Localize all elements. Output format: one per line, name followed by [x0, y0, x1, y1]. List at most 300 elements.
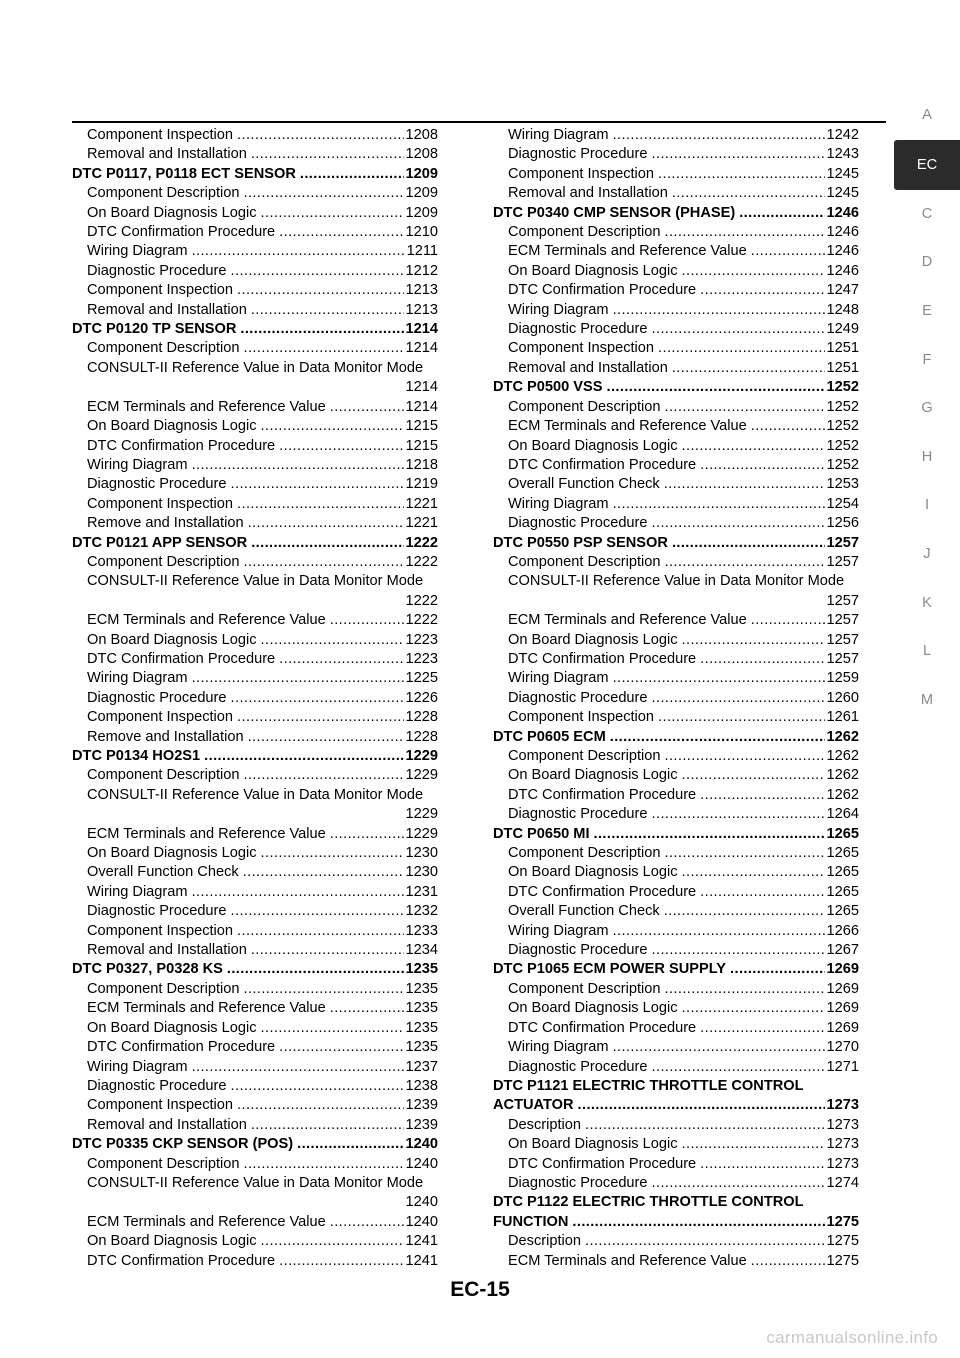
leader-dots — [682, 766, 825, 785]
toc-entry-title: CONSULT-II Reference Value in Data Monitor Mode — [508, 573, 845, 590]
toc-section-heading[interactable] — [72, 534, 438, 553]
toc-entry[interactable] — [72, 1232, 438, 1251]
leader-dots — [672, 184, 825, 203]
toc-right-column — [493, 126, 859, 1271]
section-tab-h[interactable]: H — [921, 448, 933, 465]
toc-entry-page: 1275 — [826, 1213, 859, 1230]
toc-entry[interactable] — [493, 980, 859, 999]
leader-dots — [330, 825, 404, 844]
toc-entry[interactable] — [72, 941, 438, 960]
toc-entry-page: 1210 — [405, 224, 438, 241]
toc-entry-page: 1248 — [826, 301, 859, 318]
toc-entry-title: On Board Diagnosis Logic — [508, 262, 678, 279]
toc-entry-page: 1265 — [826, 903, 859, 920]
section-index-tabs — [894, 91, 960, 724]
toc-entry-title: Remove and Installation — [87, 515, 244, 532]
leader-dots — [613, 922, 825, 941]
leader-dots — [751, 242, 825, 261]
toc-entry-page: 1228 — [405, 728, 438, 745]
toc-entry-page: 1262 — [826, 786, 859, 803]
toc-entry-page: 1242 — [826, 127, 859, 143]
toc-entry-page: 1256 — [826, 515, 859, 532]
toc-entry-title: Remove and Installation — [87, 728, 244, 745]
toc-entry-title: CONSULT-II Reference Value in Data Monitor Mode — [87, 1174, 424, 1191]
toc-entry[interactable] — [493, 1232, 859, 1251]
toc-entry[interactable] — [493, 359, 859, 378]
toc-entry[interactable] — [493, 611, 859, 630]
toc-entry-page: 1230 — [405, 845, 438, 862]
toc-entry-title: On Board Diagnosis Logic — [508, 631, 678, 648]
toc-entry[interactable] — [493, 922, 859, 941]
leader-dots — [330, 1213, 404, 1232]
toc-entry[interactable] — [493, 475, 859, 494]
toc-entry-page: 1254 — [826, 495, 859, 512]
toc-entry-title: DTC Confirmation Procedure — [508, 650, 697, 667]
toc-entry-title: Diagnostic Procedure — [87, 903, 227, 920]
toc-entry-page: 1240 — [405, 1194, 438, 1211]
toc-entry[interactable] — [72, 184, 438, 203]
toc-entry-page: 1218 — [405, 456, 438, 473]
toc-entry[interactable] — [493, 1058, 859, 1077]
toc-entry[interactable] — [72, 456, 438, 475]
section-tab-k[interactable]: K — [922, 594, 932, 611]
toc-entry[interactable] — [493, 1038, 859, 1057]
toc-entry-title: Component Description — [508, 553, 661, 570]
toc-entry-page: 1229 — [405, 825, 438, 842]
leader-dots — [248, 728, 404, 747]
leader-dots — [300, 165, 404, 184]
section-tab-g[interactable]: G — [921, 400, 933, 417]
toc-entry[interactable] — [493, 1116, 859, 1135]
toc-entry-title: ECM Terminals and Reference Value — [87, 612, 326, 629]
leader-dots — [227, 960, 404, 979]
leader-dots — [672, 359, 825, 378]
toc-entry[interactable] — [493, 941, 859, 960]
toc-entry-page: 1269 — [826, 1000, 859, 1017]
toc-entry[interactable] — [493, 631, 859, 650]
leader-dots — [192, 669, 404, 688]
leader-dots — [251, 534, 403, 553]
toc-entry[interactable] — [493, 437, 859, 456]
toc-entry[interactable] — [72, 301, 438, 320]
toc-entry[interactable] — [72, 1116, 438, 1135]
toc-entry[interactable] — [493, 883, 859, 902]
leader-dots — [613, 1038, 825, 1057]
toc-entry-page: 1211 — [406, 243, 438, 260]
toc-entry-title: Component Description — [508, 224, 661, 241]
toc-entry[interactable] — [493, 339, 859, 358]
toc-entry[interactable] — [72, 689, 438, 708]
section-tab-m[interactable]: M — [920, 691, 934, 708]
toc-entry-title: CONSULT-II Reference Value in Data Monitor Mode — [87, 786, 424, 803]
toc-entry[interactable] — [493, 495, 859, 514]
section-tab-j[interactable]: J — [923, 546, 931, 563]
toc-entry[interactable] — [493, 863, 859, 882]
toc-entry-title: DTC Confirmation Procedure — [508, 786, 697, 803]
toc-entry-page: 1230 — [405, 864, 438, 881]
leader-dots — [251, 145, 404, 164]
toc-entry-title: ECM Terminals and Reference Value — [508, 243, 747, 260]
toc-entry-page: 1275 — [826, 1252, 859, 1269]
toc-entry[interactable] — [493, 281, 859, 300]
toc-entry[interactable] — [72, 359, 438, 398]
toc-entry-title: Component Inspection — [87, 922, 234, 939]
toc-section-heading[interactable] — [493, 1213, 859, 1232]
toc-entry[interactable] — [493, 242, 859, 261]
toc-entry-page: 1246 — [826, 262, 859, 279]
section-tab-a[interactable]: A — [922, 107, 932, 124]
section-tab-l[interactable]: L — [922, 643, 932, 660]
toc-entry[interactable] — [493, 126, 859, 145]
toc-entry-title: On Board Diagnosis Logic — [508, 864, 678, 881]
toc-entry[interactable] — [493, 417, 859, 436]
toc-entry[interactable] — [493, 708, 859, 727]
leader-dots — [279, 223, 403, 242]
toc-entry[interactable] — [72, 475, 438, 494]
toc-entry-title: On Board Diagnosis Logic — [508, 1136, 678, 1153]
toc-entry-page: 1273 — [826, 1097, 859, 1114]
toc-entry-page: 1232 — [405, 903, 438, 920]
toc-entry[interactable] — [72, 495, 438, 514]
toc-entry[interactable] — [72, 766, 438, 785]
leader-dots — [652, 1174, 825, 1193]
toc-entry[interactable] — [493, 1019, 859, 1038]
toc-entry-title: DTC P0550 PSP SENSOR — [493, 534, 668, 551]
toc-entry-title: Overall Function Check — [87, 864, 239, 881]
toc-section-heading[interactable] — [493, 825, 859, 844]
toc-entry[interactable] — [72, 417, 438, 436]
toc-entry-title: Diagnostic Procedure — [508, 806, 648, 823]
toc-entry-page: 1235 — [405, 961, 438, 978]
toc-entry[interactable] — [493, 145, 859, 164]
toc-section-heading[interactable] — [493, 378, 859, 397]
toc-entry-page: 1257 — [826, 612, 859, 629]
toc-entry-title: On Board Diagnosis Logic — [87, 631, 257, 648]
leader-dots — [330, 398, 404, 417]
toc-entry[interactable] — [72, 1077, 438, 1096]
toc-entry-page: 1273 — [826, 1116, 859, 1133]
toc-entry[interactable] — [493, 1252, 859, 1271]
toc-entry[interactable] — [72, 980, 438, 999]
toc-entry[interactable] — [72, 883, 438, 902]
leader-dots — [261, 417, 404, 436]
toc-entry[interactable] — [72, 1213, 438, 1232]
toc-entry[interactable] — [72, 902, 438, 921]
leader-dots — [237, 495, 404, 514]
leader-dots — [700, 650, 824, 669]
toc-entry-page: 1229 — [405, 767, 438, 784]
toc-entry[interactable] — [72, 1252, 438, 1271]
toc-section-heading[interactable] — [72, 165, 438, 184]
leader-dots — [572, 1213, 824, 1232]
toc-entry[interactable] — [493, 844, 859, 863]
toc-entry-page: 1235 — [405, 980, 438, 997]
toc-entry[interactable] — [72, 1174, 438, 1213]
toc-entry-page: 1225 — [405, 670, 438, 687]
leader-dots — [700, 281, 824, 300]
toc-section-heading[interactable] — [72, 1135, 438, 1154]
leader-dots — [658, 339, 825, 358]
toc-entry[interactable] — [493, 766, 859, 785]
toc-entry[interactable] — [72, 204, 438, 223]
toc-entry-page: 1252 — [826, 379, 859, 396]
toc-entry-page: 1231 — [405, 883, 438, 900]
toc-section-heading[interactable] — [493, 960, 859, 979]
toc-entry[interactable] — [72, 669, 438, 688]
toc-entry-page: 1226 — [405, 689, 438, 706]
toc-entry-title: Diagnostic Procedure — [508, 321, 648, 338]
toc-entry[interactable] — [72, 514, 438, 533]
toc-entry-page: 1245 — [826, 185, 859, 202]
leader-dots — [607, 378, 825, 397]
toc-entry-title: Component Description — [508, 980, 661, 997]
toc-entry-title: ECM Terminals and Reference Value — [508, 418, 747, 435]
toc-entry[interactable] — [493, 165, 859, 184]
toc-entry[interactable] — [72, 1038, 438, 1057]
toc-entry-title: DTC P0335 CKP SENSOR (POS) — [72, 1136, 294, 1153]
toc-entry[interactable] — [493, 262, 859, 281]
toc-entry-page: 1243 — [826, 146, 859, 163]
toc-entry-page: 1229 — [405, 806, 438, 823]
toc-entry[interactable] — [493, 1174, 859, 1193]
toc-entry-page: 1223 — [405, 650, 438, 667]
toc-entry[interactable] — [493, 301, 859, 320]
leader-dots — [297, 1135, 403, 1154]
toc-entry-page: 1246 — [826, 224, 859, 241]
toc-entry-title: Diagnostic Procedure — [508, 146, 648, 163]
leader-dots — [664, 902, 825, 921]
section-tab-d[interactable]: D — [921, 254, 933, 271]
toc-entry[interactable] — [493, 184, 859, 203]
section-tab-ec[interactable]: EC — [894, 140, 960, 190]
toc-entry[interactable] — [72, 553, 438, 572]
toc-entry[interactable] — [493, 689, 859, 708]
toc-section-heading-line: DTC P1122 ELECTRIC THROTTLE CONTROL — [493, 1194, 804, 1211]
toc-entry-page: 1269 — [826, 1019, 859, 1036]
toc-entry-page: 1223 — [405, 631, 438, 648]
section-tab-e[interactable]: E — [922, 303, 932, 320]
toc-entry[interactable] — [72, 999, 438, 1018]
toc-entry-page: 1262 — [826, 728, 859, 745]
toc-entry-title: Wiring Diagram — [508, 670, 609, 687]
toc-entry[interactable] — [72, 611, 438, 630]
leader-dots — [231, 262, 404, 281]
leader-dots — [658, 708, 825, 727]
toc-entry[interactable] — [72, 126, 438, 145]
leader-dots — [279, 1038, 403, 1057]
toc-entry-title: Removal and Installation — [87, 146, 247, 163]
toc-entry-title: Diagnostic Procedure — [87, 1077, 227, 1094]
toc-entry-title: Component Description — [87, 553, 240, 570]
leader-dots — [261, 1232, 404, 1251]
leader-dots — [664, 475, 825, 494]
toc-entry[interactable] — [72, 844, 438, 863]
toc-left-column — [72, 126, 438, 1271]
section-tab-f[interactable]: F — [922, 351, 932, 368]
leader-dots — [231, 902, 404, 921]
section-tab-i[interactable]: I — [924, 497, 930, 514]
toc-entry-page: 1247 — [826, 282, 859, 299]
toc-entry-page: 1246 — [826, 204, 859, 221]
leader-dots — [231, 475, 404, 494]
toc-entry-page: 1209 — [405, 204, 438, 221]
toc-entry-page: 1252 — [826, 437, 859, 454]
toc-entry-title: Component Description — [508, 845, 661, 862]
toc-entry-page: 1265 — [826, 864, 859, 881]
toc-section-heading[interactable] — [72, 747, 438, 766]
toc-entry-title: Diagnostic Procedure — [508, 1174, 648, 1191]
leader-dots — [682, 631, 825, 650]
toc-entry[interactable] — [72, 650, 438, 669]
toc-entry-page: 1239 — [405, 1116, 438, 1133]
toc-entry-page: 1214 — [405, 340, 438, 357]
toc-entry[interactable] — [72, 437, 438, 456]
toc-entry[interactable] — [493, 572, 859, 611]
toc-entry-page: 1221 — [405, 495, 438, 512]
leader-dots — [237, 708, 404, 727]
leader-dots — [261, 631, 404, 650]
toc-entry[interactable] — [493, 669, 859, 688]
toc-entry[interactable] — [72, 786, 438, 825]
leader-dots — [192, 242, 405, 261]
toc-entry[interactable] — [493, 902, 859, 921]
toc-entry[interactable] — [72, 1155, 438, 1174]
toc-entry-title: Removal and Installation — [508, 185, 668, 202]
toc-entry[interactable] — [493, 1155, 859, 1174]
toc-entry-page: 1260 — [826, 689, 859, 706]
toc-entry[interactable] — [72, 1019, 438, 1038]
toc-entry[interactable] — [72, 281, 438, 300]
toc-entry[interactable] — [493, 805, 859, 824]
toc-entry[interactable] — [72, 825, 438, 844]
toc-entry[interactable] — [493, 786, 859, 805]
toc-entry-page: 1241 — [405, 1233, 438, 1250]
leader-dots — [700, 1155, 824, 1174]
toc-entry[interactable] — [493, 514, 859, 533]
toc-entry[interactable] — [72, 242, 438, 261]
leader-dots — [610, 728, 825, 747]
leader-dots — [251, 301, 404, 320]
toc-entry-title: On Board Diagnosis Logic — [87, 204, 257, 221]
leader-dots — [700, 786, 824, 805]
toc-entry-page: 1265 — [826, 845, 859, 862]
toc-entry[interactable] — [493, 999, 859, 1018]
leader-dots — [248, 514, 404, 533]
toc-entry-title: DTC Confirmation Procedure — [508, 1019, 697, 1036]
toc-entry[interactable] — [72, 1096, 438, 1115]
toc-entry[interactable] — [72, 922, 438, 941]
toc-entry-title: Diagnostic Procedure — [508, 689, 648, 706]
toc-entry[interactable] — [493, 398, 859, 417]
toc-entry-title: Component Inspection — [87, 709, 234, 726]
toc-entry-title: DTC Confirmation Procedure — [508, 282, 697, 299]
toc-entry[interactable] — [72, 223, 438, 242]
toc-entry[interactable] — [493, 1135, 859, 1154]
toc-entry[interactable] — [72, 262, 438, 281]
leader-dots — [700, 1019, 824, 1038]
leader-dots — [665, 844, 825, 863]
leader-dots — [652, 805, 825, 824]
toc-entry-title: Removal and Installation — [87, 301, 247, 318]
toc-entry-page: 1219 — [405, 476, 438, 493]
toc-entry-page: 1240 — [405, 1213, 438, 1230]
toc-entry[interactable] — [493, 456, 859, 475]
toc-entry[interactable] — [493, 320, 859, 339]
toc-entry-page: 1265 — [826, 825, 859, 842]
toc-entry-title: Wiring Diagram — [508, 1039, 609, 1056]
toc-entry[interactable] — [72, 339, 438, 358]
toc-entry-page: 1209 — [405, 185, 438, 202]
toc-entry-page: 1241 — [405, 1252, 438, 1269]
toc-entry-title: DTC P1065 ECM POWER SUPPLY — [493, 961, 727, 978]
leader-dots — [192, 1058, 404, 1077]
toc-entry[interactable] — [72, 728, 438, 747]
toc-entry-page: 1235 — [405, 1000, 438, 1017]
toc-entry[interactable] — [72, 145, 438, 164]
toc-section-heading[interactable] — [493, 1096, 859, 1115]
toc-entry[interactable] — [72, 1058, 438, 1077]
toc-entry-title: Wiring Diagram — [87, 456, 188, 473]
toc-entry-page: 1240 — [405, 1136, 438, 1153]
toc-section-heading[interactable] — [493, 534, 859, 553]
toc-entry[interactable] — [72, 863, 438, 882]
toc-entry-page: 1269 — [826, 961, 859, 978]
leader-dots — [237, 126, 404, 145]
leader-dots — [244, 980, 404, 999]
leader-dots — [652, 1058, 825, 1077]
toc-entry[interactable] — [72, 398, 438, 417]
toc-entry-page: 1238 — [405, 1077, 438, 1094]
toc-section-heading[interactable] — [493, 728, 859, 747]
toc-entry[interactable] — [493, 650, 859, 669]
toc-section-heading[interactable] — [72, 960, 438, 979]
toc-entry[interactable] — [493, 747, 859, 766]
toc-entry[interactable] — [72, 708, 438, 727]
toc-entry-title: Component Description — [87, 767, 240, 784]
toc-entry-page: 1252 — [826, 418, 859, 435]
toc-entry-title: DTC Confirmation Procedure — [508, 883, 697, 900]
toc-entry[interactable] — [493, 553, 859, 572]
leader-dots — [652, 514, 825, 533]
toc-entry[interactable] — [72, 572, 438, 611]
toc-section-heading[interactable] — [493, 204, 859, 223]
toc-entry-page: 1271 — [826, 1058, 859, 1075]
toc-entry-page: 1222 — [405, 553, 438, 570]
leader-dots — [204, 747, 403, 766]
toc-entry-page: 1257 — [826, 631, 859, 648]
leader-dots — [613, 495, 825, 514]
toc-entry-page: 1253 — [826, 476, 859, 493]
toc-entry-title: Diagnostic Procedure — [87, 689, 227, 706]
toc-entry-title: ECM Terminals and Reference Value — [87, 1213, 326, 1230]
toc-entry-title: On Board Diagnosis Logic — [87, 1233, 257, 1250]
toc-entry[interactable] — [493, 223, 859, 242]
toc-entry[interactable] — [72, 631, 438, 650]
leader-dots — [665, 747, 825, 766]
toc-entry-title: On Board Diagnosis Logic — [508, 767, 678, 784]
leader-dots — [682, 1135, 825, 1154]
toc-section-heading[interactable] — [72, 320, 438, 339]
toc-entry-page: 1252 — [826, 456, 859, 473]
toc-entry-title: On Board Diagnosis Logic — [87, 418, 257, 435]
leader-dots — [682, 262, 825, 281]
section-tab-c[interactable]: C — [921, 205, 933, 222]
leader-dots — [244, 1155, 404, 1174]
toc-entry-page: 1259 — [826, 670, 859, 687]
leader-dots — [251, 941, 404, 960]
toc-entry-title: DTC P0340 CMP SENSOR (PHASE) — [493, 204, 736, 221]
toc-entry-title: On Board Diagnosis Logic — [508, 437, 678, 454]
